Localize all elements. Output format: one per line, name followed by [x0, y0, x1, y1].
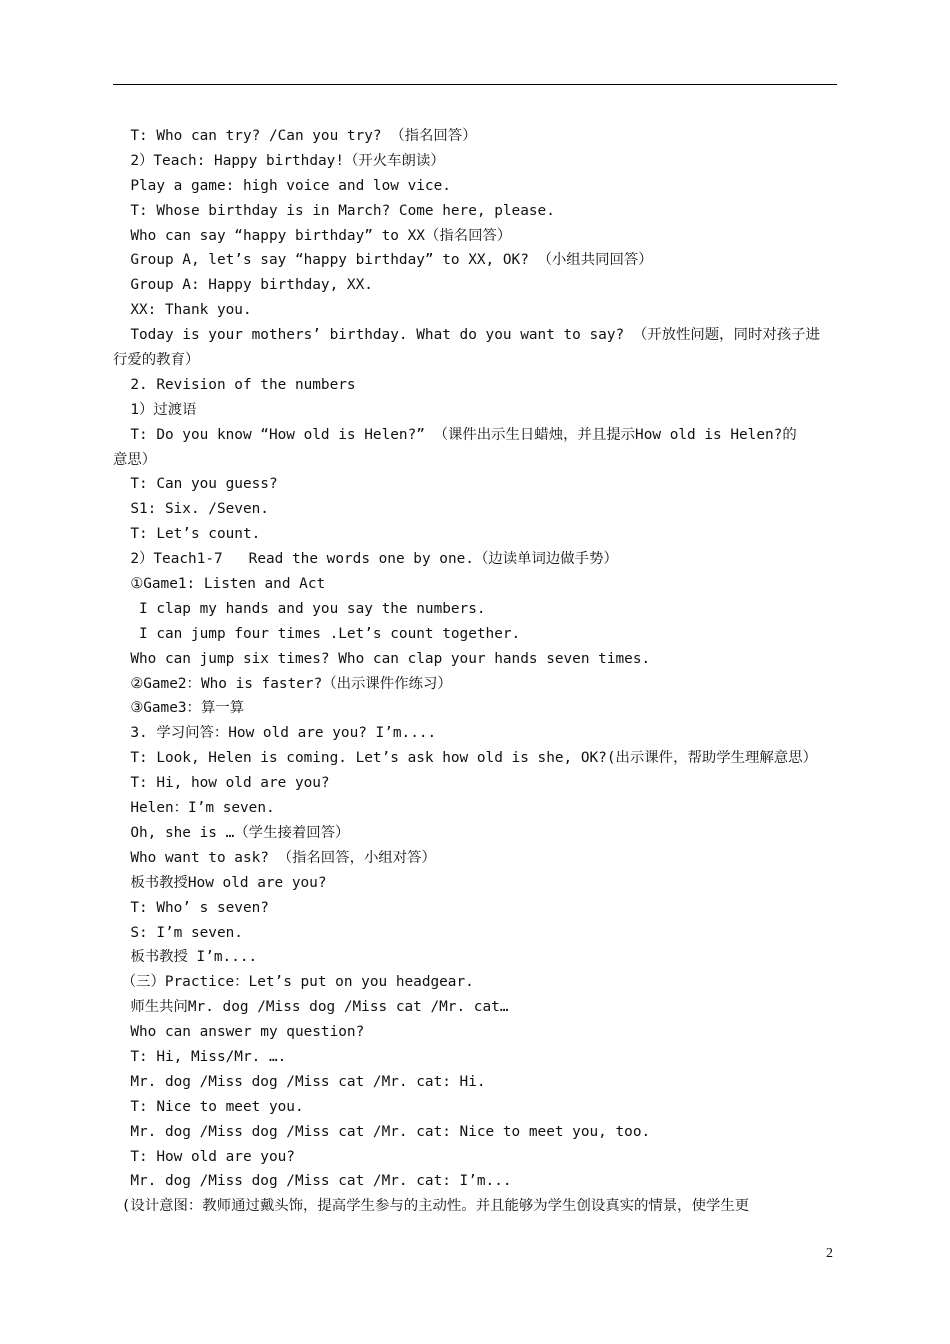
text-line: Mr. dog /Miss dog /Miss cat /Mr. cat: Nice to meet you, too.: [113, 1123, 651, 1140]
text-line: Play a game: high voice and low vice.: [113, 177, 451, 194]
text-line: T: Do you know “How old is Helen?” （课件出示生日蜡烛，并且提示How old is Helen?的: [113, 426, 797, 443]
text-line: 3. 学习问答：How old are you? I’m....: [113, 725, 437, 742]
text-line: 师生共问Mr. dog /Miss dog /Miss cat /Mr. cat…: [113, 999, 509, 1016]
text-line: T: Hi, Miss/Mr. ….: [113, 1048, 287, 1065]
text-line: （三）Practice：Let’s put on you headgear.: [113, 974, 474, 991]
document-body: [113, 124, 843, 1219]
text-line: 2）Teach1-7 Read the words one by one.（边读单词边做手势）: [113, 551, 618, 568]
text-line: 板书教授 I’m....: [113, 949, 258, 966]
text-line: 板书教授How old are you?: [113, 874, 327, 891]
text-line: Who can jump six times? Who can clap your hands seven times.: [113, 650, 651, 667]
text-line: Group A, let’s say “happy birthday” to XX, OK? （小组共同回答）: [113, 252, 653, 269]
text-line: 2. Revision of the numbers: [113, 376, 356, 393]
text-line: Oh, she is …（学生接着回答）: [113, 824, 350, 841]
text-line: T: Hi, how old are you?: [113, 775, 330, 792]
text-line: Who can answer my question?: [113, 1024, 365, 1041]
text-line: XX: Thank you.: [113, 302, 252, 319]
text-line: T: How old are you?: [113, 1148, 295, 1165]
text-line: T: Who’ s seven?: [113, 899, 269, 916]
text-line: 2）Teach: Happy birthday!（开火车朗读）: [113, 152, 445, 169]
text-line: ③Game3：算一算: [113, 700, 245, 717]
text-line: T: Look, Helen is coming. Let’s ask how old is she, OK?(出示课件，帮助学生理解意思）: [113, 750, 817, 767]
page-number: 2: [826, 1246, 833, 1261]
text-line: S: I’m seven.: [113, 924, 243, 941]
text-line: ②Game2：Who is faster?（出示课件作练习）: [113, 675, 452, 692]
text-line: (设计意图：教师通过戴头饰，提高学生参与的主动性。并且能够为学生创设真实的情景，使学生更: [113, 1198, 750, 1215]
text-line: T: Whose birthday is in March? Come here, please.: [113, 202, 555, 219]
text-line: ①Game1: Listen and Act: [113, 576, 326, 593]
text-line: 1）过渡语: [113, 401, 197, 418]
text-line: T: Let’s count.: [113, 526, 261, 543]
text-line: T: Nice to meet you.: [113, 1098, 304, 1115]
text-line: T: Who can try? /Can you try? （指名回答）: [113, 128, 477, 144]
text-line: T: Can you guess?: [113, 476, 278, 493]
text-line: Mr. dog /Miss dog /Miss cat /Mr. cat: I’m...: [113, 1173, 512, 1190]
text-line: Mr. dog /Miss dog /Miss cat /Mr. cat: Hi.: [113, 1073, 486, 1090]
text-line: 行爱的教育）: [113, 352, 200, 369]
text-line: Who want to ask? （指名回答，小组对答）: [113, 849, 436, 866]
text-line: Group A: Happy birthday, XX.: [113, 277, 373, 294]
text-line: 意思）: [113, 451, 157, 468]
text-line: Today is your mothers’ birthday. What do you want to say? （开放性问题，同时对孩子进: [113, 327, 820, 344]
text-line: I clap my hands and you say the numbers.: [113, 600, 486, 617]
header-rule: [113, 84, 837, 85]
text-line: S1: Six. /Seven.: [113, 501, 269, 518]
text-line: I can jump four times .Let’s count together.: [113, 625, 521, 642]
text-line: Who can say “happy birthday” to XX（指名回答）: [113, 227, 512, 244]
text-line: Helen：I’m seven.: [113, 800, 275, 817]
